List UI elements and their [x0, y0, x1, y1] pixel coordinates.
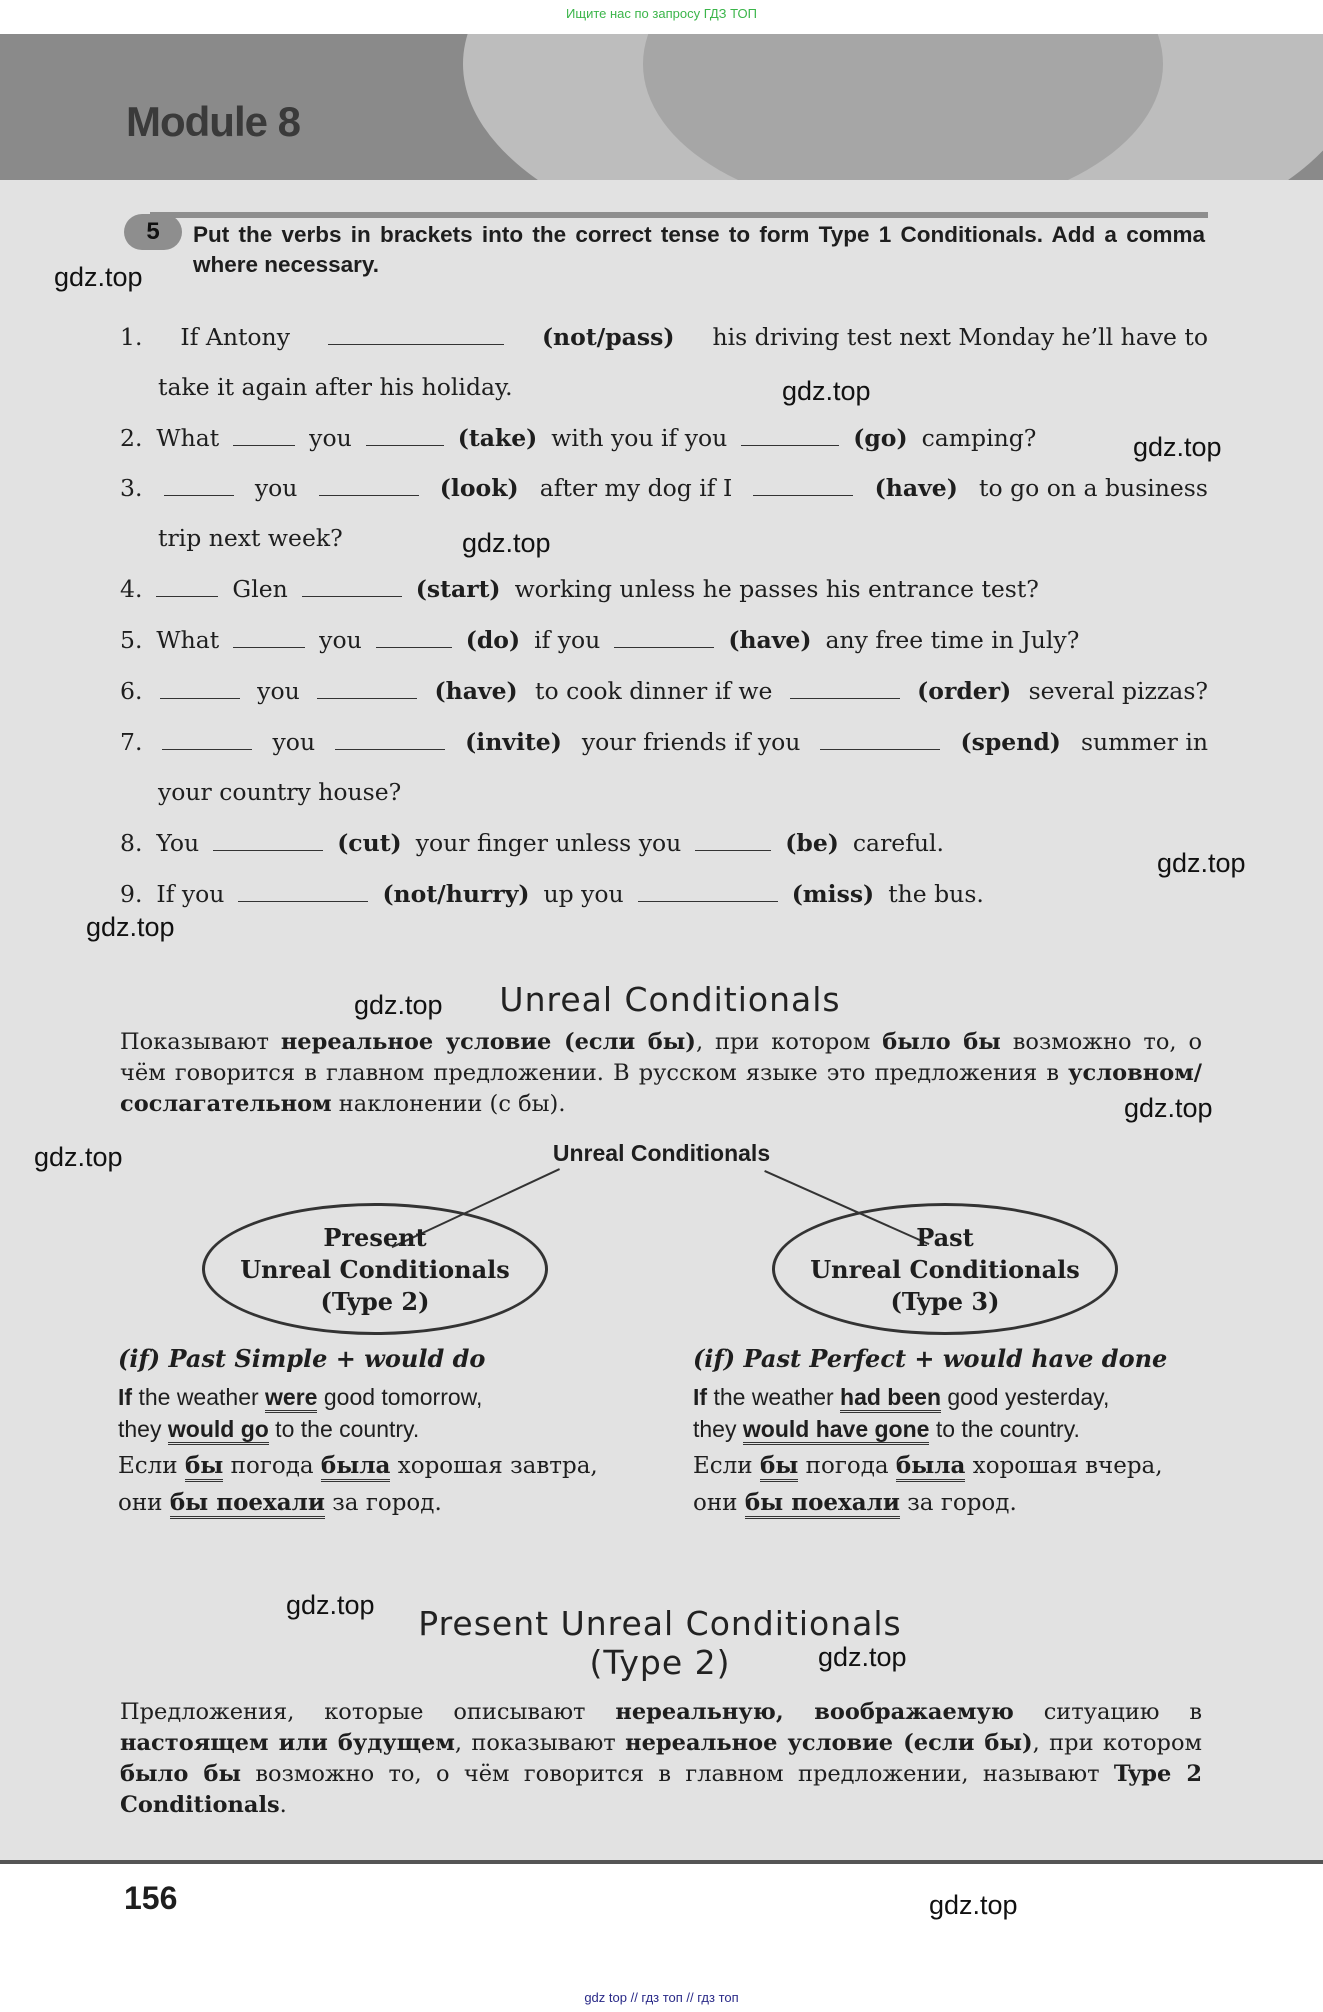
- item-verb: (miss): [791, 880, 875, 908]
- item-text: his driving test next Monday he’ll have to: [712, 323, 1208, 351]
- exercise-rule: [150, 212, 1208, 218]
- item-text: you: [272, 728, 316, 756]
- watermark: gdz.top: [1157, 848, 1246, 878]
- answer-blank[interactable]: [376, 625, 452, 648]
- exercise-item: [120, 877, 1208, 911]
- answer-blank[interactable]: [638, 879, 778, 902]
- answer-blank[interactable]: [238, 879, 368, 902]
- item-text: camping?: [921, 424, 1037, 452]
- item-verb: (have): [874, 474, 958, 502]
- item-number: 9.: [120, 880, 143, 908]
- item-number: 7.: [120, 728, 143, 756]
- section-title-present-unreal: Present Unreal Conditionals: [418, 1604, 902, 1643]
- type3-example-en-2: they would have gone to the country.: [693, 1413, 1080, 1445]
- answer-blank[interactable]: [366, 423, 444, 446]
- exercise-instruction: Put the verbs in brackets into the correct tense to form Type 1 Conditionals. Add a comma where necessary.: [193, 222, 1205, 277]
- answer-blank[interactable]: [335, 727, 445, 750]
- item-text: you: [319, 626, 362, 654]
- item-verb: (not/pass): [541, 323, 675, 351]
- footer-note: gdz top // гдз топ // гдз топ: [584, 1990, 739, 2005]
- item-text: to go on a business: [979, 474, 1208, 502]
- exercise-item: [120, 725, 1208, 759]
- item-verb: (invite): [465, 728, 562, 756]
- exercise-item: [120, 826, 1208, 860]
- answer-blank[interactable]: [753, 473, 853, 496]
- answer-blank[interactable]: [213, 828, 323, 851]
- module-title: Module 8: [126, 98, 301, 145]
- exercise-item: [120, 674, 1208, 708]
- watermark: gdz.top: [782, 376, 871, 406]
- item-verb: (have): [728, 626, 812, 654]
- type2-example-en-2: they would go to the country.: [118, 1413, 419, 1445]
- item-text: any free time in July?: [825, 626, 1080, 654]
- type3-example-ru-1: Если бы погода была хорошая вчера,: [693, 1450, 1163, 1482]
- item-text: your finger unless you: [415, 829, 682, 857]
- item-text: What: [156, 626, 220, 654]
- answer-blank[interactable]: [164, 473, 234, 496]
- item-number: 8.: [120, 829, 143, 857]
- watermark: gdz.top: [354, 990, 443, 1020]
- watermark: gdz.top: [1133, 432, 1222, 462]
- watermark: gdz.top: [86, 912, 175, 942]
- type2-formula: (if) Past Simple + would do: [118, 1344, 486, 1373]
- header-decoration-inner: [643, 34, 1163, 180]
- present-unreal-description: Предложения, которые описывают нереальную, воображаемую ситуацию в настоящем или будущем, показывают нереальное условие (если бы), при котором было бы возможно то, о чём говорится в главном предложении, называют Type 2 Conditionals.: [120, 1699, 1202, 1818]
- exercise-item: [120, 623, 1208, 657]
- item-verb: (look): [439, 474, 519, 502]
- item-text: with you if you: [551, 424, 728, 452]
- answer-blank[interactable]: [319, 473, 419, 496]
- item-text: to cook dinner if we: [535, 677, 773, 705]
- item-number: 3.: [120, 474, 143, 502]
- item-text: you: [309, 424, 352, 452]
- item-text: up you: [543, 880, 624, 908]
- exercise-number: 5: [124, 214, 182, 250]
- answer-blank[interactable]: [160, 676, 240, 699]
- answer-blank[interactable]: [233, 423, 295, 446]
- item-verb: (be): [785, 829, 839, 857]
- watermark: gdz.top: [286, 1590, 375, 1620]
- item-text: What: [156, 424, 220, 452]
- answer-blank[interactable]: [790, 676, 900, 699]
- answer-blank[interactable]: [162, 727, 252, 750]
- watermark: gdz.top: [1124, 1093, 1213, 1123]
- item-text: careful.: [852, 829, 945, 857]
- footer-rule: [0, 1860, 1323, 1864]
- item-text: the bus.: [888, 880, 984, 908]
- answer-blank[interactable]: [614, 625, 714, 648]
- item-text: If you: [156, 880, 225, 908]
- answer-blank[interactable]: [820, 727, 940, 750]
- item-continuation: take it again after his holiday.: [158, 373, 513, 401]
- item-continuation: trip next week?: [158, 524, 343, 552]
- item-text: working unless he passes his entrance test?: [514, 575, 1039, 603]
- item-verb: (not/hurry): [382, 880, 530, 908]
- ellipse-type2: Present Unreal Conditionals (Type 2): [202, 1203, 548, 1335]
- item-number: 1.: [120, 323, 143, 351]
- section-title-unreal: Unreal Conditionals: [499, 980, 841, 1019]
- item-text: you: [254, 474, 298, 502]
- item-verb: (start): [415, 575, 501, 603]
- answer-blank[interactable]: [328, 322, 504, 345]
- item-number: 2.: [120, 424, 143, 452]
- item-text: several pizzas?: [1028, 677, 1208, 705]
- type2-example-ru-2: они бы поехали за город.: [118, 1487, 442, 1519]
- watermark: gdz.top: [34, 1142, 123, 1172]
- item-number: 4.: [120, 575, 143, 603]
- diagram-title: Unreal Conditionals: [552, 1140, 771, 1166]
- item-text: if you: [534, 626, 601, 654]
- item-text: summer in: [1080, 728, 1208, 756]
- answer-blank[interactable]: [695, 828, 771, 851]
- item-verb: (have): [434, 677, 518, 705]
- item-text: after my dog if I: [539, 474, 733, 502]
- section-title-type2: (Type 2): [589, 1643, 731, 1682]
- item-number: 6.: [120, 677, 143, 705]
- type3-formula: (if) Past Perfect + would have done: [693, 1344, 1168, 1373]
- answer-blank[interactable]: [317, 676, 417, 699]
- item-continuation: your country house?: [158, 778, 402, 806]
- type3-example-ru-2: они бы поехали за город.: [693, 1487, 1017, 1519]
- item-number: 5.: [120, 626, 143, 654]
- item-verb: (go): [853, 424, 908, 452]
- watermark: gdz.top: [462, 528, 551, 558]
- type2-example-en-1: If the weather were good tomorrow,: [118, 1381, 482, 1413]
- item-verb: (spend): [960, 728, 1061, 756]
- item-verb: (do): [465, 626, 521, 654]
- page-number: 156: [124, 1880, 178, 1916]
- exercise-item: [120, 421, 1208, 455]
- answer-blank[interactable]: [156, 574, 218, 597]
- answer-blank[interactable]: [233, 625, 305, 648]
- watermark: gdz.top: [929, 1890, 1018, 1920]
- item-text: You: [156, 829, 200, 857]
- type3-example-en-1: If the weather had been good yesterday,: [693, 1381, 1109, 1413]
- type2-example-ru-1: Если бы погода была хорошая завтра,: [118, 1450, 598, 1482]
- ellipse-type3: Past Unreal Conditionals (Type 3): [772, 1203, 1118, 1335]
- item-verb: (cut): [337, 829, 402, 857]
- unreal-intro: Показывают нереальное условие (если бы), при котором было бы возможно то, о чём говорится в главном предложении. В русском языке это предложения в условном/сослагательном наклонении (с бы).: [120, 1029, 1202, 1117]
- top-note: Ищите нас по запросу ГДЗ ТОП: [566, 6, 757, 21]
- answer-blank[interactable]: [302, 574, 402, 597]
- item-verb: (order): [917, 677, 1012, 705]
- item-text: you: [257, 677, 300, 705]
- exercise-item: [120, 471, 1208, 505]
- item-text: your friends if you: [581, 728, 801, 756]
- item-text: Glen: [232, 575, 288, 603]
- item-text: If Antony: [180, 323, 290, 351]
- watermark: gdz.top: [818, 1642, 907, 1672]
- answer-blank[interactable]: [741, 423, 839, 446]
- exercise-item: [120, 572, 1208, 606]
- watermark: gdz.top: [54, 262, 143, 292]
- exercise-item: [120, 320, 1208, 354]
- item-verb: (take): [457, 424, 538, 452]
